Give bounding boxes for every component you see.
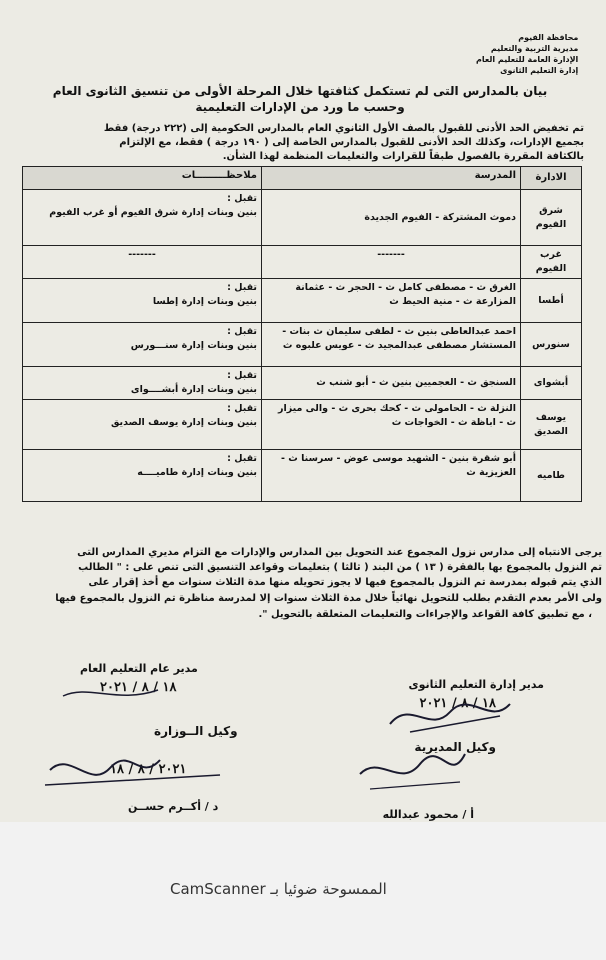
row-notes bbox=[23, 190, 262, 246]
signature-right-date: ١٨ / ٨ / ٢٠٢١ bbox=[419, 696, 496, 711]
signature-left-deputy: وكيل الــوزارة bbox=[154, 724, 238, 738]
footer-line: ، مع تطبيق كافة القواعد والإجراءات والتعليمات المتعلقة بالتحويل ". bbox=[258, 609, 592, 620]
row-admin: أطسا bbox=[521, 279, 582, 323]
signature-left-title: مدير عام التعليم العام bbox=[80, 662, 198, 675]
notes-label: تقبل : bbox=[227, 370, 257, 381]
header-notes: ملاحظـــــــــات bbox=[23, 167, 262, 190]
notes-text: بنين وبنات إدارة إطسا bbox=[152, 296, 257, 307]
notes-text: بنين وبنات إدارة سنـــورس bbox=[130, 340, 257, 351]
table-row bbox=[23, 190, 582, 246]
letterhead-line: الإدارة العامة للتعليم العام bbox=[476, 55, 579, 64]
letterhead-line: مديرية التربية والتعليم bbox=[490, 44, 579, 53]
notes-label: تقبل : bbox=[227, 326, 257, 337]
row-notes: ------- bbox=[23, 246, 262, 279]
document-subtitle: وحسب ما ورد من الإدارات التعليمية bbox=[195, 100, 405, 114]
footer-line: تم النزول بالمجموع بها بالفقرة ( ١٣ ) من البند ( ثالثا ) بتعليمات وقواعد التنسيق التى تنص على : " الطالب bbox=[78, 562, 602, 573]
row-admin: سنورس bbox=[521, 323, 582, 367]
header-school: المدرسة bbox=[262, 167, 521, 190]
row-school: النزلة ث - الحامولى ث - كحك بحرى ث - والى ميزار ث - اباظة ث - الخواجات ث bbox=[262, 400, 521, 450]
row-admin: أبشواى bbox=[521, 367, 582, 400]
notes-text: بنين وبنات إدارة شرق الفيوم أو غرب الفيوم bbox=[49, 207, 257, 218]
signature-left-date2: ٢٠٢١ / ٨ / ١٨ bbox=[110, 762, 187, 777]
handwritten-signature-right bbox=[350, 694, 550, 804]
intro-line: تم تخفيض الحد الأدنى للقبول بالصف الأول الثانوي العام بالمدارس الحكومية إلى (٢٢٢ درجة) فقط bbox=[103, 123, 584, 134]
table-row bbox=[23, 246, 582, 279]
notes-label: تقبل : bbox=[227, 193, 257, 204]
row-school: ------- bbox=[262, 246, 521, 279]
intro-line: بالكثافة المقررة بالفصول طبقاً للقرارات والتعليمات المنظمة لهذا الشأن. bbox=[222, 151, 584, 162]
notes-text: بنين وبنات إدارة أبشــــواى bbox=[130, 384, 257, 395]
row-school: الغرق ث - مصطفى كامل ث - الحجر ث - عثمانة المزارعة ث - منية الحيط ث bbox=[262, 279, 521, 323]
signature-left-name: د / أكــرم حســن bbox=[128, 800, 219, 813]
letterhead-line: إدارة التعليم الثانوى bbox=[500, 66, 579, 75]
signature-right-title: مدير إدارة التعليم الثانوى bbox=[408, 678, 544, 691]
row-notes bbox=[23, 279, 262, 323]
intro-line: بجميع الإدارات، وكذلك الحد الأدنى للقبول بالمدارس الخاصة إلى ( ١٩٠ درجة ) فقط، مع الإلتزام bbox=[119, 137, 584, 148]
row-notes bbox=[23, 367, 262, 400]
table-header-row bbox=[23, 167, 582, 190]
row-notes bbox=[23, 450, 262, 502]
notes-label: تقبل : bbox=[227, 453, 257, 464]
row-school: السنجق ث - العجميين بنين ث - أبو شنب ث bbox=[262, 367, 521, 400]
notes-text: بنين وبنات إدارة طاميــــه bbox=[137, 467, 257, 478]
table-row bbox=[23, 367, 582, 400]
notes-label: تقبل : bbox=[227, 282, 257, 293]
row-admin: طاميه bbox=[521, 450, 582, 502]
row-admin: غرب الفيوم bbox=[521, 246, 582, 279]
table-row bbox=[23, 450, 582, 502]
date-underline-scribble bbox=[58, 676, 168, 706]
document-title: بيان بالمدارس التى لم تستكمل كثافتها خلال المرحلة الأولى من تنسيق الثانوى العام bbox=[52, 84, 548, 98]
header-admin: الادارة bbox=[521, 167, 582, 190]
table-row bbox=[23, 400, 582, 450]
handwritten-signature-left bbox=[30, 740, 240, 800]
row-school: أبو شقرة بنين - الشهيد موسى عوض - سرسنا ث - العزيزية ث bbox=[262, 450, 521, 502]
footer-line: ولى الأمر بعدم التقدم بطلب للتحويل نهائياً خلال مدة الثلاث سنوات إلا لمدرسة مناظرة تم النزول بالمجموع فيها bbox=[55, 593, 602, 604]
row-school: احمد عبدالعاطى بنين ث - لطفى سليمان ث بنات - المستشار مصطفى عبدالمجيد ث - عويس علبوه ث bbox=[262, 323, 521, 367]
table-row bbox=[23, 323, 582, 367]
table-row bbox=[23, 279, 582, 323]
row-notes bbox=[23, 323, 262, 367]
row-notes bbox=[23, 400, 262, 450]
row-admin: شرق الفيوم bbox=[521, 190, 582, 246]
footer-line: الذي يتم قبوله بمدرسة تم النزول بالمجموع فيها لا يجوز تحويله منها مدة الثلاث سنوات مع أخذ إقرار على bbox=[88, 577, 602, 588]
signature-right-deputy: وكيل المديرية bbox=[414, 740, 496, 754]
row-admin: يوسف الصديق bbox=[521, 400, 582, 450]
notes-label: تقبل : bbox=[227, 403, 257, 414]
letterhead bbox=[476, 32, 578, 76]
notes-text: بنين وبنات إدارة يوسف الصديق bbox=[110, 417, 257, 428]
signature-left-date: ١٨ / ٨ / ٢٠٢١ bbox=[100, 680, 177, 695]
signature-right-name: أ / محمود عبدالله bbox=[382, 808, 474, 821]
letterhead-line: محافظة الفيوم bbox=[518, 33, 579, 42]
camscanner-watermark: الممسوحة ضوئيا بـ CamScanner bbox=[170, 880, 387, 898]
footer-line: يرجى الانتباه إلى مدارس نزول المجموع عند التحويل بين المدارس والإدارات مع التزام مديري المدارس التى bbox=[77, 547, 602, 558]
schools-table bbox=[22, 166, 582, 502]
row-school: دموث المشتركة - الفيوم الجديدة bbox=[262, 190, 521, 246]
